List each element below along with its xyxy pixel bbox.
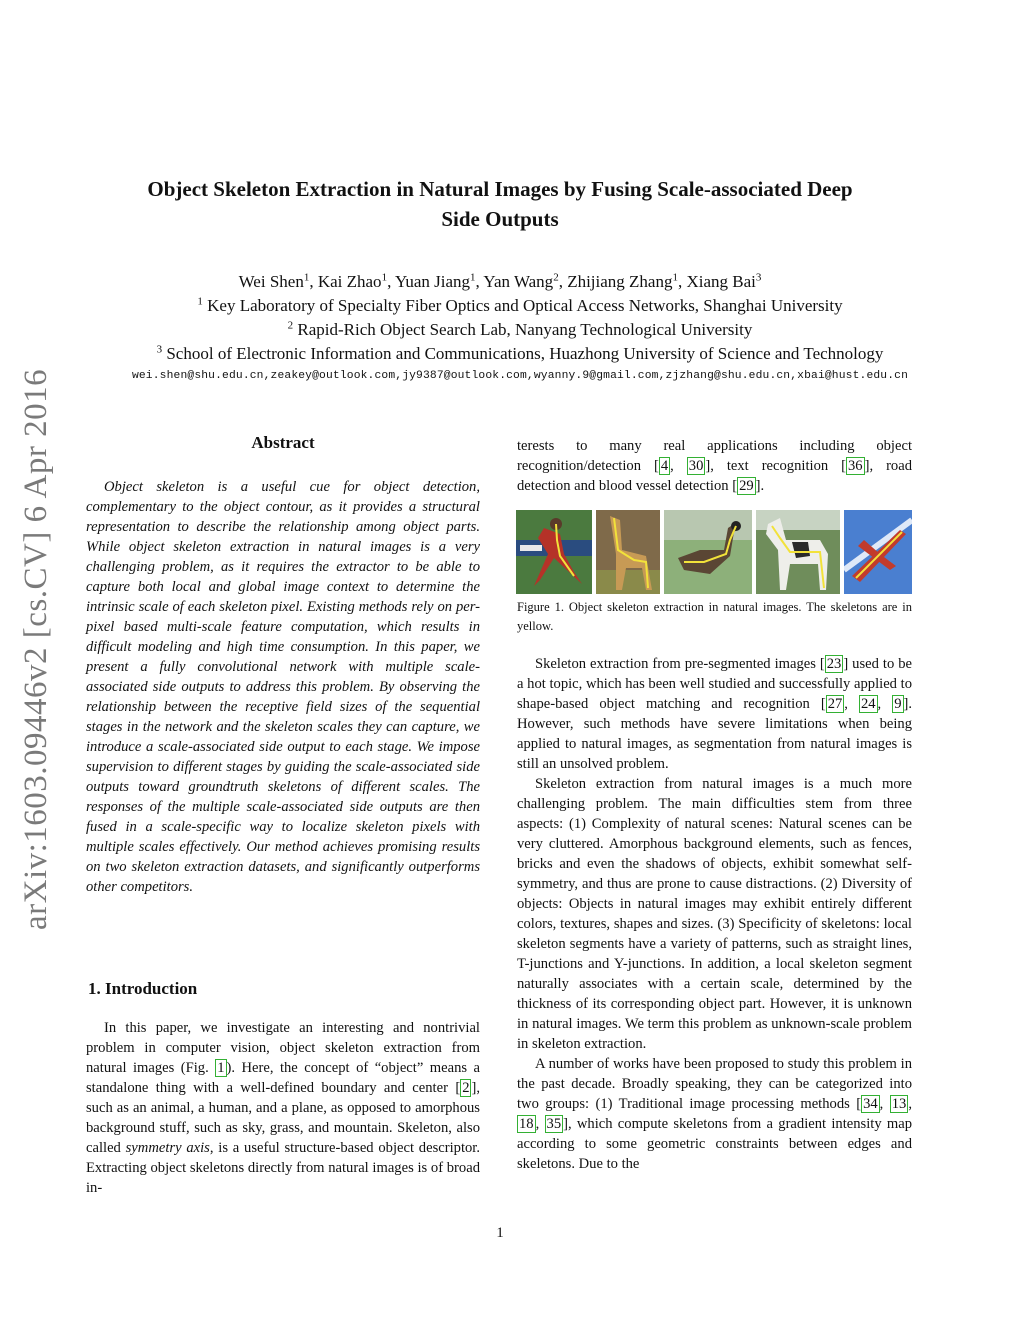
figure-panel-plane xyxy=(844,510,912,594)
author-affiliation-mark: 1 xyxy=(303,271,310,284)
author-affiliation-mark: 1 xyxy=(381,271,388,284)
figure-reference-link[interactable]: 1 xyxy=(217,1060,225,1076)
right-column-continuation xyxy=(517,436,912,496)
text-run: terests to many real applications including object recognition/detection [ xyxy=(517,438,912,474)
title-line-1: Object Skeleton Extraction in Natural Images by Fusing Scale-associated Deep xyxy=(147,177,853,201)
citation-link[interactable]: 4 xyxy=(660,458,669,474)
author-affiliation-mark: 1 xyxy=(470,271,476,284)
affiliation-number: 3 xyxy=(156,343,163,356)
figure-1-caption: Figure 1. Object skeleton extraction in natural images. The skeletons are in yellow. xyxy=(517,600,912,633)
text-run: ]. However, such methods have severe limitations when being applied to natural images, as segmentation from natural images is still an unsolved problem. xyxy=(517,696,913,772)
affiliation-number: 1 xyxy=(197,295,203,308)
paper-title xyxy=(60,174,940,234)
text-run: ] used to be a hot topic, which has been well studied and successfully applied to shape-based object matching and recognition [ xyxy=(517,656,912,712)
emphasis-text: symmetry axis xyxy=(125,1140,210,1156)
introduction-paragraph xyxy=(86,1018,480,1198)
citation-link[interactable]: 18 xyxy=(519,1116,534,1132)
figure-panel-goose xyxy=(664,510,752,594)
text-run: A number of works have been proposed to study this problem in the past decade. Broadly speaking, they can be categorized into two groups: (1) Traditional image processing methods [ xyxy=(517,1056,912,1112)
text-run: ], such as an animal, a human, and a plane, as opposed to amorphous background stuff, such as sky, grass, and mountain. Skeleton, also called xyxy=(86,1080,480,1156)
citation-link[interactable]: 13 xyxy=(891,1096,907,1112)
separator: , xyxy=(670,458,687,474)
author-emails: wei.shen@shu.edu.cn,zeakey@outlook.com,jy9387@outlook.com,wyanny.9@gmail.com,zjzhang@shu.edu.cn,xbai@hust.edu.cn xyxy=(131,370,909,382)
continuation-paragraph xyxy=(517,436,912,496)
author-name: Kai Zhao xyxy=(317,272,382,291)
citation-link[interactable]: 9 xyxy=(894,696,902,712)
author-name: Yuan Jiang xyxy=(394,272,471,291)
citation-link[interactable]: 36 xyxy=(848,458,863,474)
author-affiliation-mark: 3 xyxy=(755,271,762,284)
text-run: ], text recognition [ xyxy=(705,458,846,474)
right-column-body xyxy=(517,654,912,1174)
text-run: ]. xyxy=(755,478,765,494)
abstract-heading: Abstract xyxy=(251,433,315,452)
citation-link[interactable]: 27 xyxy=(827,696,843,712)
author-name: Yan Wang xyxy=(483,272,554,291)
affiliation-1 xyxy=(40,294,1000,318)
figure-panel-horse xyxy=(756,510,840,594)
text-run: ], which compute skeletons from a gradient intensity map according to some geometric constraints between edges and skeletons. Due to the xyxy=(517,1116,913,1172)
text-run: ). Here, the concept of “object” means a standalone thing with a well-defined boundary and center [ xyxy=(86,1060,480,1096)
author-list: Wei Shen$^1$, Kai Zhao$^1$, Yuan Jiang$^1$, Yan Wang$^2$, Zhijiang Zhang$^1$, Xiang Bai$^3$ xyxy=(238,271,762,291)
citation-link[interactable]: 30 xyxy=(688,458,704,474)
affiliation-text: School of Electronic Information and Communications, Huazhong University of Science and Technology xyxy=(166,344,884,363)
arxiv-stamp: arXiv:1603.09446v2 [cs.CV] 6 Apr 2016 xyxy=(18,368,54,930)
title-line-2: Side Outputs xyxy=(441,207,559,231)
page-number: 1 xyxy=(496,1225,504,1241)
abstract-body xyxy=(86,477,480,897)
paragraph: A number of works have been proposed to study this problem in the past decade. Broadly speaking, they can be categorized into two groups: (1) Traditional image processing methods [ 34 , 13 , 18 , 35 ], which compute skeletons from a gradient intensity map according to some geometric constraints between edges and skeletons. Due to the xyxy=(517,1056,913,1172)
author-name: Xiang Bai xyxy=(686,272,756,291)
text-run: In this paper, we investigate an interesting and nontrivial problem in computer vision, object skeleton extraction from natural images (Fig. xyxy=(86,1020,480,1076)
text-run: , is a useful structure-based object descriptor. Extracting object skeletons directly from natural images is of broad in- xyxy=(86,1140,480,1196)
figure-1-images xyxy=(516,510,912,594)
citation-link[interactable]: 2 xyxy=(462,1080,470,1096)
citation-link[interactable]: 24 xyxy=(860,696,876,712)
citation-link[interactable]: 34 xyxy=(863,1096,878,1112)
citation-link[interactable]: 23 xyxy=(826,656,842,672)
affiliation-2 xyxy=(40,318,1000,342)
figure-panel-giraffe xyxy=(596,510,660,594)
citation-link[interactable]: 35 xyxy=(546,1116,562,1132)
text-run: Skeleton extraction from pre-segmented images [ xyxy=(535,656,825,672)
affiliation-text: Key Laboratory of Specialty Fiber Optics and Optical Access Networks, Shanghai University xyxy=(207,296,843,315)
introduction-body xyxy=(86,1018,480,1198)
abstract-paragraph: Object skeleton is a useful cue for object detection, complementary to the object contour, as it provides a structural representation to describe the relationship among object parts. While object skeleton extraction in natural images is a very challenging problem, as it requires the extractor to be able to capture both local and global image context to determine the intrinsic scale of each skeleton pixel. Existing methods rely on per-pixel based multi-scale feature computation, which results in difficult modeling and high time consumption. In this paper, we present a fully convolutional network with multiple scale-associated side outputs to address this problem. By observing the relationship between the receptive field sizes of the sequential stages in the network and the skeleton scales they can capture, we introduce a scale-associated side output to each stage. We impose supervision to different stages by guiding the scale-associated side outputs toward groundtruth skeletons of different scales. The responses of the multiple scale-associated side outputs are then fused in a scale-specific way to localize skeleton pixels with multiple scales effectively. Our method achieves promising results on two skeleton extraction datasets, and significantly outperforms other competitors. xyxy=(86,479,480,895)
figure-panel-athlete xyxy=(516,510,592,594)
affiliation-number: 2 xyxy=(287,319,294,332)
citation-link[interactable]: 29 xyxy=(739,478,754,494)
author-name: Zhijiang Zhang xyxy=(567,272,673,291)
author-name: Wei Shen xyxy=(238,272,304,291)
section-heading-introduction: 1. Introduction xyxy=(88,979,198,998)
paragraph: Skeleton extraction from pre-segmented images [ 23 ] used to be a hot topic, which has been well studied and successfully applied to shape-based object matching and recognition [ 27 , 24 , 9 ]. However, such methods have severe limitations when being applied to natural images, as segmentation from natural images is still an unsolved problem. xyxy=(517,656,913,772)
author-affiliation-mark: 2 xyxy=(553,271,559,284)
author-affiliation-mark: 1 xyxy=(672,271,678,284)
paragraph: Skeleton extraction from natural images is a much more challenging problem. The main difficulties stem from three aspects: (1) Complexity of natural scenes: Natural scenes can be very cluttered. Amorphous background elements, such as fences, bricks and even the shadows of objects, exhibit somewhat self-symmetry, and thus are prone to cause distractions. (2) Diversity of objects: Objects in natural images may exhibit entirely different colors, textures, shapes and sizes. (3) Specificity of skeletons: local skeleton segments have a variety of patterns, such as straight lines, T-junctions and Y-junctions. In addition, a local skeleton segment naturally associates with a certain scale, determined by the thickness of its corresponding object part. However, it is unknown in natural images. We term this problem as unknown-scale problem in skeleton extraction. xyxy=(517,776,912,1052)
affiliation-text: Rapid-Rich Object Search Lab, Nanyang Technological University xyxy=(297,320,753,339)
affiliation-3 xyxy=(40,342,1000,366)
text-run: ], road detection and blood vessel detection [ xyxy=(517,458,913,494)
